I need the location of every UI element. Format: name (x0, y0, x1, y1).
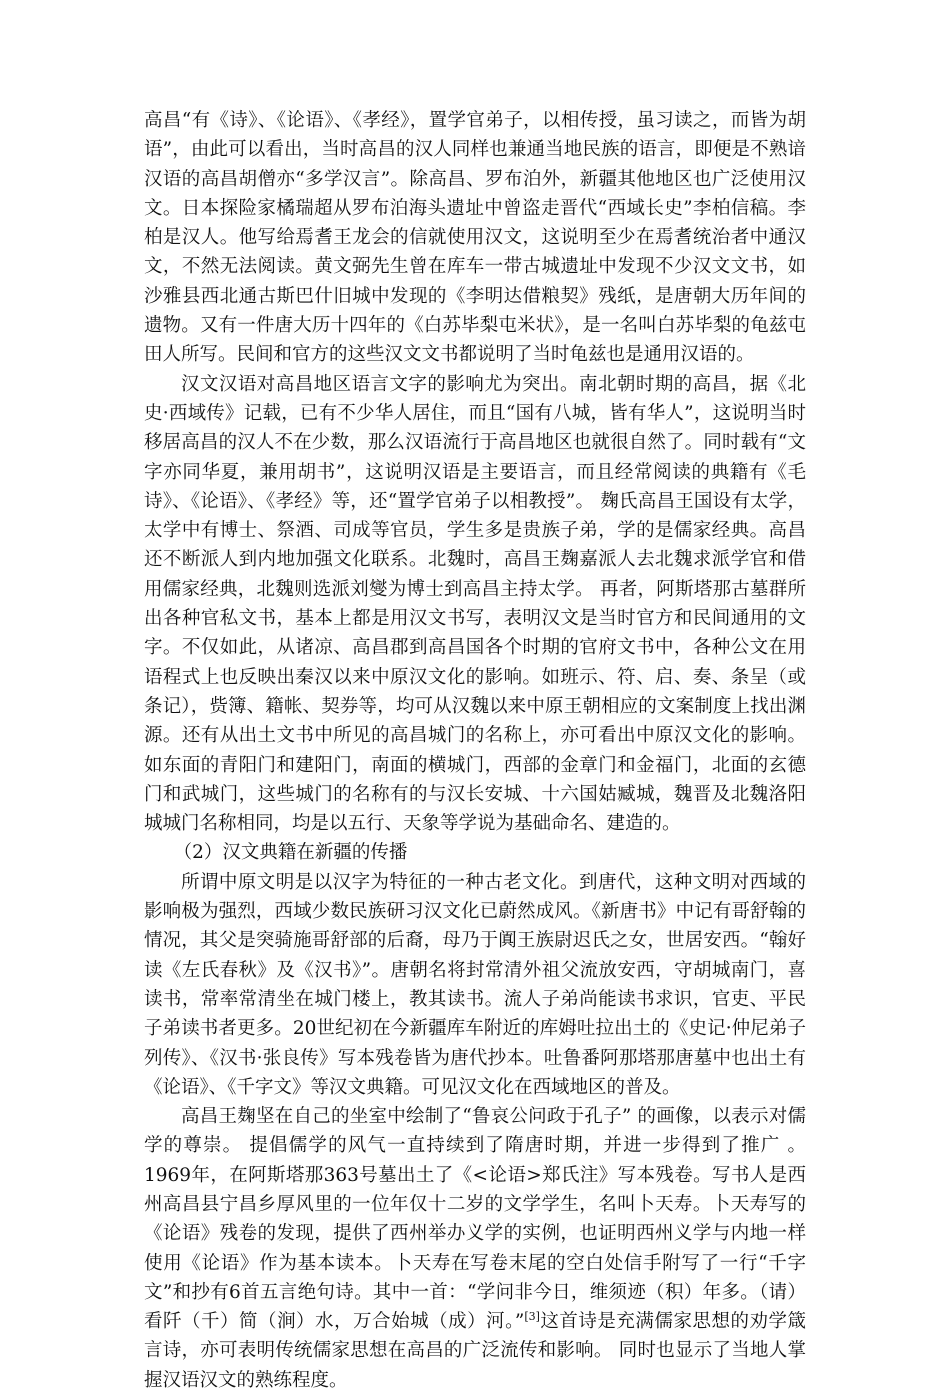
paragraph-text-after-reference: 这首诗是充满儒家思想的劝学箴言诗，亦可表明传统儒家思想在高昌的广泛流传和影响。 同时也显示了当地人掌握汉语汉文的熟练程度。 (144, 1311, 806, 1391)
paragraph-gaochang-languages: 高昌“有《诗》、《论语》、《孝经》，置学官弟子，以相传授，虽习读之，而皆为胡语”，由此可以看出，当时高昌的汉人同样也兼通当地民族的语言，即便是不熟谙汉语的高昌胡僧亦“多学汉言”。除高昌、罗布泊外，新疆其他地区也广泛使用汉文。日本探险家橘瑞超从罗布泊海头遗址中曾盗走晋代“西域长史”李柏信稿。李柏是汉人。他写给焉耆王龙会的信就使用汉文，这说明至少在焉耆统治者中通汉文，不然无法阅读。黄文弼先生曾在库车一带古城遗址中发现不少汉文文书，如沙雅县西北通古斯巴什旧城中发现的《李明达借粮契》残纸，是唐朝大历年间的遗物。又有一件唐大历十四年的《白苏毕梨屯米状》，是一名叫白苏毕梨的龟兹屯田人所写。民间和官方的这些汉文文书都说明了当时龟兹也是通用汉语的。 (144, 110, 806, 366)
paragraph-text-before-reference: 高昌王麹坚在自己的坐室中绘制了“鲁哀公问政于孔子” 的画像，以表示对儒学的尊崇。 提倡儒学的风气一直持续到了隋唐时期，并进一步得到了推广 。1969年，在阿斯塔那363号墓出土了《<论语>郑氏注》写本残卷。写书人是西州高昌县宁昌乡厚风里的一位年仅十二岁的文学学生，名叫卜天寿。卜天寿写的《论语》残卷的发现，提供了西州举办义学的实例，也证明西州义学与内地一样使用《论语》作为基本读本。卜天寿在写卷末尾的空白处信手附写了一行“千字文”和抄有6首五言绝句诗。其中一首：“学问非今日，维须迹（积）年多。（请）看阡（千）简（涧）水，万合始城（成）河。” (144, 1106, 806, 1333)
paragraph-han-influence-gaochang: 汉文汉语对高昌地区语言文字的影响尤为突出。南北朝时期的高昌，据《北史·西域传》记载，已有不少华人居住，而且“国有八城，皆有华人”，这说明当时移居高昌的汉人不在少数，那么汉语流行于高昌地区也就很自然了。同时载有“文字亦同华夏，兼用胡书”，这说明汉语是主要语言，而且经常阅读的典籍有《毛诗》、《论语》、《孝经》等，还“置学官弟子以相教授”。 麹氏高昌王国设有太学，太学中有博士、祭酒、司成等官员，学生多是贵族子弟，学的是儒家经典。高昌还不断派人到内地加强文化联系。北魏时，高昌王麹嘉派人去北魏求派学官和借用儒家经典，北魏则选派刘燮为博士到高昌主持太学。 再者，阿斯塔那古墓群所出各种官私文书，基本上都是用汉文书写，表明汉文是当时官方和民间通用的文字。不仅如此，从诸凉、高昌郡到高昌国各个时期的官府文书中，各种公文在用语程式上也反映出秦汉以来中原汉文化的影响。如班示、符、启、奏、条呈（或条记），赀簿、籍帐、契券等，均可从汉魏以来中原王朝相应的文案制度上找出渊源。还有从出土文书中所见的高昌城门的名称上，亦可看出中原汉文化的影响。如东面的青阳门和建阳门，南面的横城门，西部的金章门和金福门，北面的玄德门和武城门，这些城门的名称有的与汉长安城、十六国姑臧城，魏晋及北魏洛阳城城门名称相同，均是以五行、天象等学说为基础命名、建造的。 (144, 373, 806, 835)
document-page (144, 106, 806, 1395)
footnote-reference[interactable]: [3] (524, 1310, 540, 1324)
section-heading-han-classics: （2）汉文典籍在新疆的传播 (173, 842, 408, 864)
paragraph-central-plains-civilization: 所谓中原文明是以汉字为特征的一种古老文化。到唐代，这种文明对西域的影响极为强烈，西域少数民族研习汉文化已蔚然成风。《新唐书》中记有哥舒翰的情况，其父是突骑施哥舒部的后裔，母乃于阗王族尉迟氏之女，世居安西。“翰好读《左氏春秋》及《汉书》”。唐朝名将封常清外祖父流放安西，守胡城南门，喜读书，常率常清坐在城门楼上，教其读书。流人子弟尚能读书求识，官吏、平民子弟读书者更多。20世纪初在今新疆库车附近的库姆吐拉出土的《史记·仲尼弟子列传》、《汉书·张良传》写本残卷皆为唐代抄本。吐鲁番阿那塔那唐墓中也出土有《论语》、《千字文》等汉文典籍。可见汉文化在西域地区的普及。 (144, 871, 806, 1098)
paragraph-confucianism-gaochang (144, 1102, 806, 1395)
